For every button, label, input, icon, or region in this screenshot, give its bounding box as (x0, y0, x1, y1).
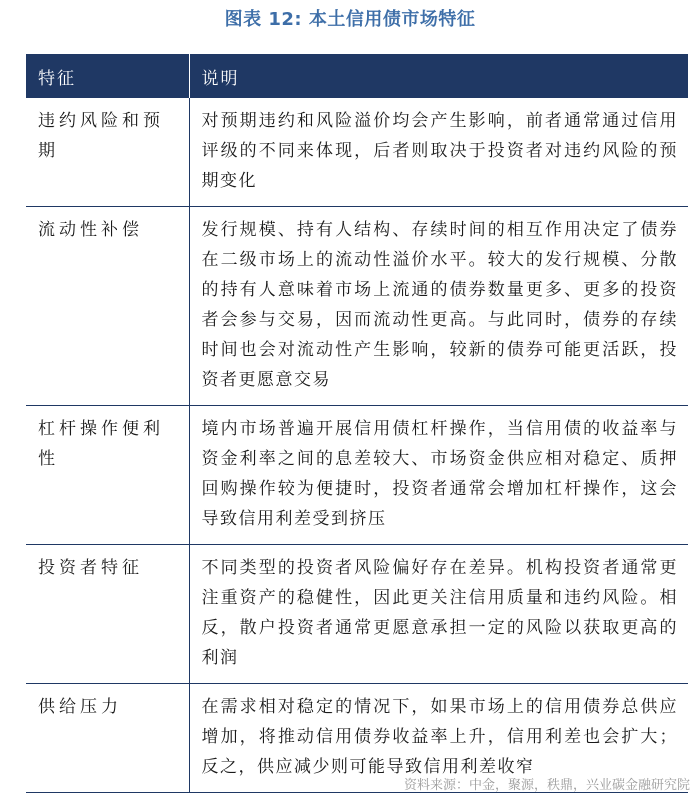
header-feature: 特征 (26, 54, 189, 98)
table-row (26, 207, 688, 406)
features-table (26, 54, 688, 793)
description-cell: 对预期违约和风险溢价均会产生影响，前者通常通过信用评级的不同来体现，后者则取决于投资者对违约风险的预期变化 (189, 98, 688, 207)
feature-cell: 流动性补偿 (26, 207, 189, 406)
page-title: 图表 12: 本土信用债市场特征 (224, 9, 476, 30)
description-cell: 在需求相对稳定的情况下，如果市场上的信用债券总供应增加，将推动信用债券收益率上升，信用利差也会扩大；反之，供应减少则可能导致信用利差收窄 (189, 684, 688, 793)
header-description: 说明 (189, 54, 688, 98)
table-row (26, 98, 688, 207)
feature-cell: 投资者特征 (26, 545, 189, 684)
feature-cell: 杠杆操作便利性 (26, 406, 189, 545)
table-row (26, 545, 688, 684)
feature-cell: 供给压力 (26, 684, 189, 793)
description-cell: 不同类型的投资者风险偏好存在差异。机构投资者通常更注重资产的稳健性，因此更关注信用质量和违约风险。相反，散户投资者通常更愿意承担一定的风险以获取更高的利润 (189, 545, 688, 684)
table-header-row (26, 54, 688, 98)
source-note: 资料来源：中金，聚源，秩鼎，兴业碳金融研究院 (403, 778, 690, 793)
table-row (26, 406, 688, 545)
feature-cell: 违约风险和预期 (26, 98, 189, 207)
description-cell: 境内市场普遍开展信用债杠杆操作，当信用债的收益率与资金利率之间的息差较大、市场资金供应相对稳定、质押回购操作较为便捷时，投资者通常会增加杠杆操作，这会导致信用利差受到挤压 (189, 406, 688, 545)
description-cell: 发行规模、持有人结构、存续时间的相互作用决定了债券在二级市场上的流动性溢价水平。较大的发行规模、分散的持有人意味着市场上流通的债券数量更多、更多的投资者会参与交易，因而流动性更高。与此同时，债券的存续时间也会对流动性产生影响，较新的债券可能更活跃，投资者更愿意交易 (189, 207, 688, 406)
